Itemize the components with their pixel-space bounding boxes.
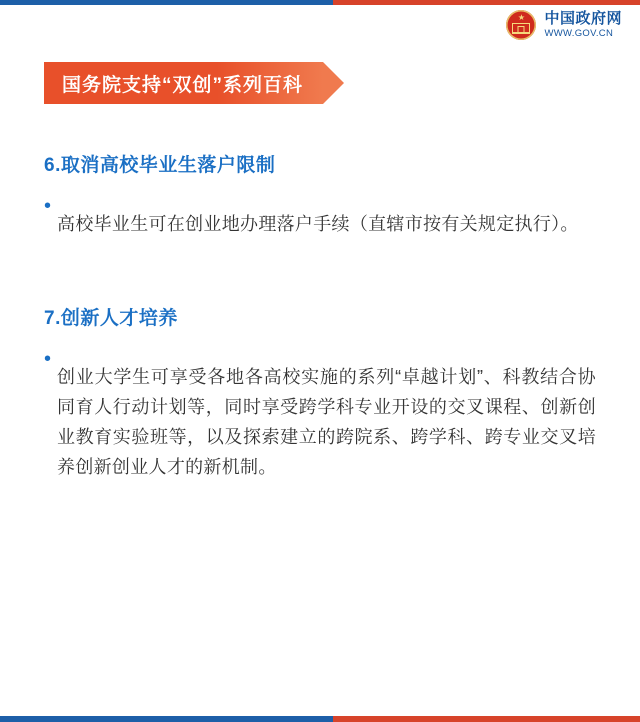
section-6 (44, 150, 596, 257)
site-name: 中国政府网 (544, 10, 622, 28)
bullet-dot-icon: • (44, 348, 52, 370)
section-7-bullet-text: 创业大学生可享受各地各高校实施的系列“卓越计划”、科教结合协同育人行动计划等，同时享受跨学科专业开设的交叉课程、创新创业教育实验班等，以及探索建立的跨院系、跨学科、跨专业交叉培养创新创业人才的新机制。 (57, 367, 596, 477)
section-6-bullet-row (44, 191, 596, 257)
bottom-accent-bars (0, 716, 640, 722)
top-bar-blue (0, 0, 333, 5)
ribbon-title-text: 国务院支持“双创”系列百科 (62, 74, 304, 96)
article-body (44, 150, 596, 546)
section-7-bullet-row (44, 344, 596, 500)
logo-text-block (544, 11, 622, 39)
bottom-bar-blue (0, 716, 333, 722)
site-url: WWW.GOV.CN (544, 28, 614, 40)
emblem-star-icon: ★ (517, 13, 526, 22)
national-emblem-icon (506, 10, 536, 40)
section-7 (44, 303, 596, 500)
section-6-title: 6.取消高校毕业生落户限制 (44, 155, 276, 176)
site-logo[interactable] (506, 10, 622, 40)
ribbon-title (44, 62, 323, 104)
top-bar-red (333, 0, 640, 5)
bullet-dot-icon: • (44, 195, 52, 217)
section-6-bullet-text: 高校毕业生可在创业地办理落户手续（直辖市按有关规定执行）。 (57, 214, 579, 234)
bottom-bar-red (333, 716, 640, 722)
section-7-title: 7.创新人才培养 (44, 308, 178, 329)
emblem-gate-icon (512, 23, 530, 34)
